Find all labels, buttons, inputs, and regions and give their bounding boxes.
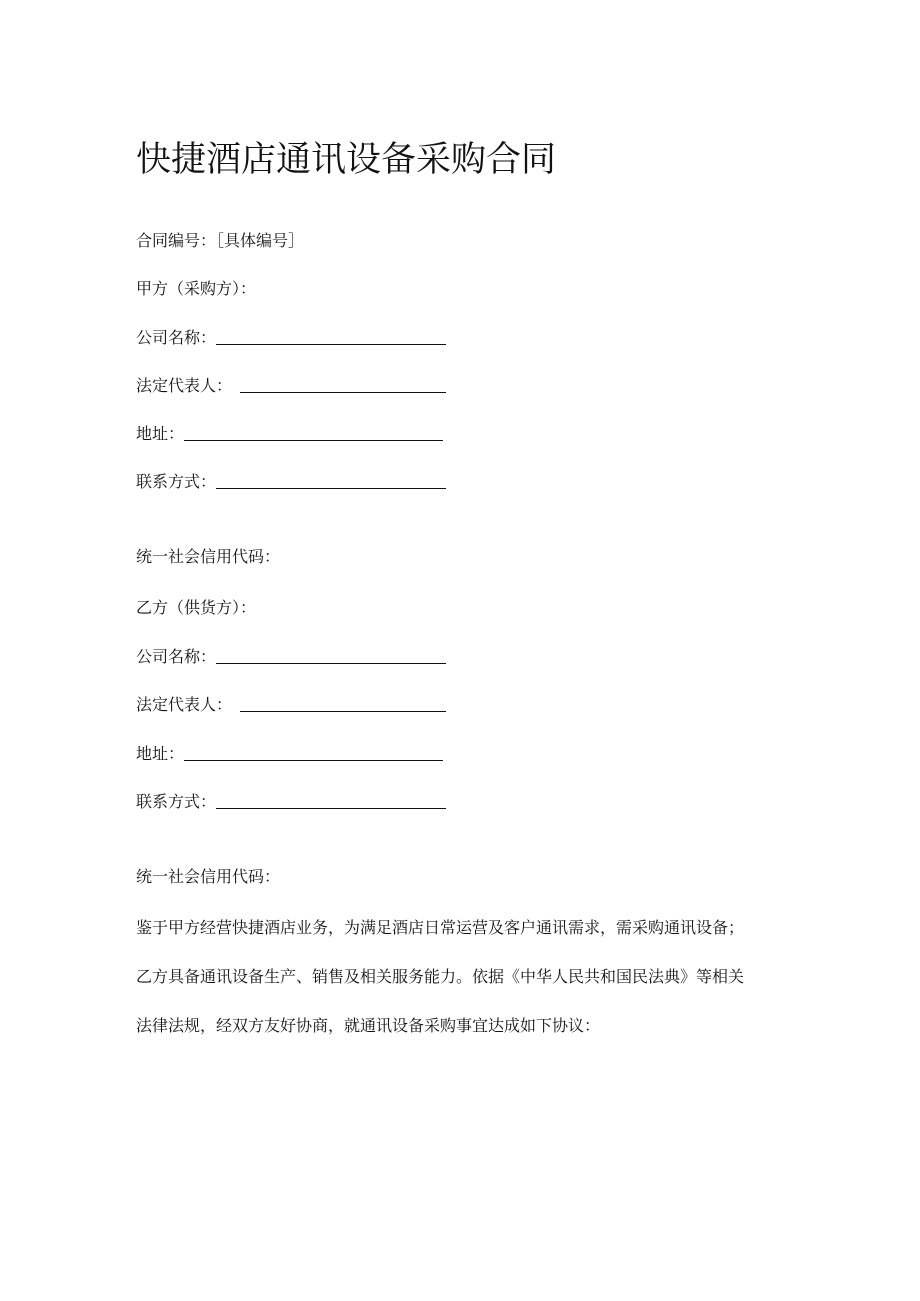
- party-b-company-label: 公司名称：: [136, 647, 217, 666]
- party-b-credit-label: 统一社会信用代码：: [136, 867, 281, 886]
- party-b-address-label: 地址：: [136, 744, 185, 763]
- party-a-heading: [136, 278, 256, 300]
- contract-number-text: 合同编号：［具体编号］: [136, 231, 305, 250]
- party-a-rep-label: 法定代表人：: [136, 376, 233, 395]
- document-title: 快捷酒店通讯设备采购合同: [136, 140, 557, 180]
- party-a-contact-row: [136, 470, 446, 493]
- party-b-contact-blank[interactable]: [216, 792, 446, 809]
- party-a-address-blank[interactable]: [184, 424, 443, 441]
- preamble-line-1: 鉴于甲方经营快捷酒店业务，为满足酒店日常运营及客户通讯需求，需采购通讯设备；: [136, 918, 745, 937]
- party-b-rep-row: [136, 693, 446, 716]
- party-b-heading-text: 乙方（供货方）：: [136, 598, 257, 617]
- party-a-company-row: [136, 326, 446, 349]
- party-b-rep-label: 法定代表人：: [136, 695, 233, 714]
- party-b-contact-row: [136, 790, 446, 813]
- party-b-company-blank[interactable]: [216, 647, 446, 664]
- party-b-address-blank[interactable]: [184, 744, 443, 761]
- party-a-address-row: [136, 422, 443, 445]
- party-a-company-label: 公司名称：: [136, 328, 217, 347]
- preamble-line-3: 法律法规，经双方友好协商，就通讯设备采购事宜达成如下协议：: [136, 1016, 601, 1035]
- contract-number: [136, 230, 304, 252]
- party-b-company-row: [136, 645, 446, 668]
- party-a-contact-blank[interactable]: [216, 472, 446, 489]
- party-a-rep-blank[interactable]: [240, 376, 446, 393]
- party-a-company-blank[interactable]: [216, 328, 446, 345]
- party-b-address-row: [136, 742, 443, 765]
- party-b-credit-row: [136, 866, 280, 888]
- party-b-heading: [136, 597, 256, 619]
- party-a-credit-label: 统一社会信用代码：: [136, 547, 281, 566]
- preamble-line-2: 乙方具备通讯设备生产、销售及相关服务能力。依据《中华人民共和国民法典》等相关: [136, 967, 745, 986]
- party-a-credit-row: [136, 546, 280, 568]
- party-b-rep-blank[interactable]: [240, 695, 446, 712]
- party-a-address-label: 地址：: [136, 424, 185, 443]
- party-a-contact-label: 联系方式：: [136, 472, 217, 491]
- party-a-rep-row: [136, 374, 446, 397]
- party-a-heading-text: 甲方（采购方）：: [136, 279, 257, 298]
- party-b-contact-label: 联系方式：: [136, 792, 217, 811]
